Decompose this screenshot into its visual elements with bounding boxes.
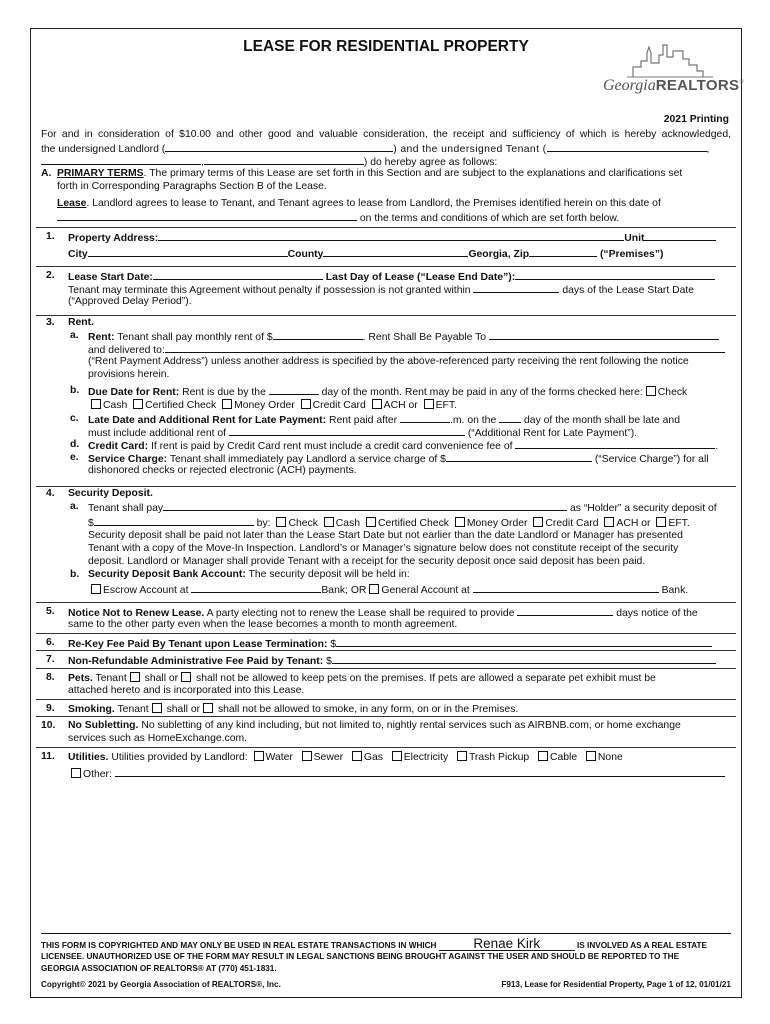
deposit-cash-checkbox[interactable] bbox=[324, 517, 334, 527]
printing-year: 2021 Printing bbox=[663, 114, 729, 125]
county-field[interactable] bbox=[323, 247, 468, 257]
deposit-eft-checkbox[interactable] bbox=[656, 517, 666, 527]
certified-check-checkbox[interactable] bbox=[133, 399, 143, 409]
paragraph-6: 6. Re-Key Fee Paid By Tenant upon Lease Termination: $ bbox=[36, 633, 736, 650]
licensee-signature: Renae Kirk bbox=[473, 936, 541, 951]
holder-field[interactable] bbox=[163, 501, 567, 511]
property-address-field[interactable] bbox=[158, 231, 624, 241]
lease-end-date-field[interactable] bbox=[515, 270, 715, 280]
deposit-check-checkbox[interactable] bbox=[276, 517, 286, 527]
deposit-money-order-checkbox[interactable] bbox=[455, 517, 465, 527]
footer-rule bbox=[41, 933, 731, 934]
gas-checkbox[interactable] bbox=[352, 751, 362, 761]
intro-line-2: the undersigned Landlord ( ) and the undersigned Tenant ( , bbox=[41, 144, 710, 155]
tenant-name-field-3[interactable] bbox=[204, 155, 364, 165]
deposit-certified-checkbox[interactable] bbox=[366, 517, 376, 527]
paragraph-7: 7. Non-Refundable Administrative Fee Paid by Tenant: $ bbox=[36, 650, 736, 668]
landlord-name-field[interactable] bbox=[165, 142, 393, 152]
other-utility-field[interactable] bbox=[115, 767, 725, 777]
georgia-realtors-logo bbox=[603, 43, 744, 103]
deposit-ach-checkbox[interactable] bbox=[604, 517, 614, 527]
eft-checkbox[interactable] bbox=[424, 399, 434, 409]
check-checkbox[interactable] bbox=[646, 386, 656, 396]
tenant-name-field[interactable] bbox=[547, 142, 707, 152]
footer-notice-2: LICENSEE. UNAUTHORIZED USE OF THE FORM MAY RESULT IN LEGAL SANCTIONS BEING BROUGHT AGAINST THE USER AND SHOULD BE REPORTED TO THE bbox=[41, 952, 680, 961]
lease-form-page bbox=[30, 28, 742, 998]
due-day-field[interactable] bbox=[269, 385, 319, 395]
paragraph-2: 2. Lease Start Date: Last Day of Lease (“Lease End Date”): Tenant may terminate this Agreement without penalty if possession is not granted within days of the Lease Start Date (“Approved Delay Period”). bbox=[36, 266, 736, 315]
zip-field[interactable] bbox=[529, 247, 597, 257]
lease-clause: Lease. Landlord agrees to lease to Tenant, and Tenant agrees to lease from Landlord, the Premises identified herein on this date of bbox=[57, 198, 661, 209]
paragraph-10: 10. No Subletting. No subletting of any kind including, but not limited to, nightly rental services such as AIRBNB.com, or home exchange services such as HomeExchange.com. bbox=[36, 716, 736, 747]
sewer-checkbox[interactable] bbox=[302, 751, 312, 761]
section-a-text: PRIMARY TERMS. The primary terms of this Lease are set forth in this Section and are subject to the explanations and clarifications set bbox=[57, 168, 683, 179]
rekey-fee-field[interactable] bbox=[336, 637, 712, 647]
escrow-account-checkbox[interactable] bbox=[91, 584, 101, 594]
delay-days-field[interactable] bbox=[473, 283, 559, 293]
intro-line-3: , ) do hereby agree as follows: bbox=[41, 155, 731, 168]
logo-text: GeorgiaREALTORS® bbox=[603, 77, 744, 94]
paragraph-1: 1. Property Address: Unit City County Georgia, Zip (“Premises”) bbox=[36, 227, 736, 266]
paragraph-5: 5. Notice Not to Renew Lease. A party electing not to renew the Lease shall be required to provide days notice of the same to the other party even when the lease becomes a month to month agreement. bbox=[36, 602, 736, 633]
paragraph-4: 4. Security Deposit. a. Tenant shall pay as “Holder” a security deposit of $ by: Check Cash Certified Check Money Order Credit Card ACH or EFT. Security deposit shall be paid not later than the Lease Start Date but not earlier than the date Landlord or Manager has presented Tenant with a copy of the Move-In Inspection. Landlord’s or Manager’s signature below does not constitute receipt of the security deposit. Landlord or Manager shall provide Tenant with a receipt for the security deposit once said deposit has been paid. b. Security Deposit Bank Account: The security deposit will be held in: Escrow Account at Bank; OR General Account at Bank. bbox=[36, 486, 736, 602]
none-checkbox[interactable] bbox=[586, 751, 596, 761]
deposit-credit-card-checkbox[interactable] bbox=[533, 517, 543, 527]
rent-delivery-field[interactable] bbox=[165, 343, 725, 353]
escrow-bank-field[interactable] bbox=[191, 583, 321, 593]
card-fee-field[interactable] bbox=[515, 439, 715, 449]
deposit-amount-field[interactable] bbox=[94, 516, 254, 526]
lease-clause-2: on the terms and conditions of which are set forth below. bbox=[57, 211, 619, 224]
paragraph-3: 3. Rent. a. Rent: Tenant shall pay monthly rent of $ . Rent Shall Be Payable To and delivered to: (“Rent Payment Address”) unless another address is specified by the above-referenced party receiving the rent following the notice provisions herein. b. Due Date for Rent: Rent is due by the day of the month. Rent may be paid in any of the forms checked here: Check Cash Certified Check Money Order Credit Card ACH or EFT. c. Late Date and Additional Rent for Late Payment: Rent paid after .m. on the day of the month shall be late and must include additional rent of (“Additional Rent for Late Payment”). d. Credit Card: If rent is paid by Credit Card rent must include a credit card convenience fee of . e. Service Charge: Tenant shall immediately pay Landlord a service charge of $ (“Service Charge”) for all dishonored checks or rejected electronic (ACH) payments. bbox=[36, 315, 736, 486]
monthly-rent-field[interactable] bbox=[273, 330, 363, 340]
skyline-icon bbox=[603, 43, 731, 79]
lease-date-field[interactable] bbox=[57, 211, 357, 221]
credit-card-checkbox[interactable] bbox=[301, 399, 311, 409]
rent-payable-to-field[interactable] bbox=[489, 330, 719, 340]
late-time-field[interactable] bbox=[400, 413, 450, 423]
cash-checkbox[interactable] bbox=[91, 399, 101, 409]
late-rent-amount-field[interactable] bbox=[229, 426, 465, 436]
unit-field[interactable] bbox=[644, 231, 716, 241]
cable-checkbox[interactable] bbox=[538, 751, 548, 761]
smoking-allowed-checkbox[interactable] bbox=[152, 703, 162, 713]
other-utility-checkbox[interactable] bbox=[71, 768, 81, 778]
general-bank-field[interactable] bbox=[473, 583, 659, 593]
section-a-label: A. bbox=[41, 168, 52, 179]
notice-days-field[interactable] bbox=[517, 606, 613, 616]
late-day-field[interactable] bbox=[499, 413, 521, 423]
pets-not-allowed-checkbox[interactable] bbox=[181, 672, 191, 682]
city-field[interactable] bbox=[88, 247, 288, 257]
lease-start-date-field[interactable] bbox=[153, 270, 323, 280]
pets-allowed-checkbox[interactable] bbox=[130, 672, 140, 682]
intro-line-1: For and in consideration of $10.00 and other good and valuable consideration, the receipt and sufficiency of which is hereby acknowledged, bbox=[41, 129, 731, 140]
copyright: Copyright© 2021 by Georgia Association of REALTORS®, Inc. bbox=[41, 980, 281, 989]
electricity-checkbox[interactable] bbox=[392, 751, 402, 761]
ach-checkbox[interactable] bbox=[372, 399, 382, 409]
paragraph-11: 11. Utilities. Utilities provided by Landlord: Water Sewer Gas Electricity Trash Pickup Cable None Other: bbox=[36, 747, 736, 788]
admin-fee-field[interactable] bbox=[332, 654, 716, 664]
trash-pickup-checkbox[interactable] bbox=[457, 751, 467, 761]
water-checkbox[interactable] bbox=[254, 751, 264, 761]
form-id: F913, Lease for Residential Property, Page 1 of 12, 01/01/21 bbox=[501, 980, 731, 989]
smoking-not-allowed-checkbox[interactable] bbox=[203, 703, 213, 713]
service-charge-field[interactable] bbox=[446, 452, 592, 462]
footer-notice-3: GEORGIA ASSOCIATION OF REALTORS® AT (770) 451-1831. bbox=[41, 964, 277, 973]
form-title: LEASE FOR RESIDENTIAL PROPERTY bbox=[243, 38, 529, 55]
paragraph-8: 8. Pets. Tenant shall or shall not be allowed to keep pets on the premises. If pets are allowed a separate pet exhibit must be attached hereto and is incorporated into this Lease. bbox=[36, 668, 736, 699]
section-a-text-2: forth in Corresponding Paragraphs Section B of the Lease. bbox=[57, 181, 327, 192]
paragraph-9: 9. Smoking. Tenant shall or shall not be allowed to smoke, in any form, on or in the Premises. bbox=[36, 699, 736, 716]
general-account-checkbox[interactable] bbox=[369, 584, 379, 594]
footer-notice-1: THIS FORM IS COPYRIGHTED AND MAY ONLY BE USED IN REAL ESTATE TRANSACTIONS IN WHICH Renae Kirk IS INVOLVED AS A REAL ESTATE bbox=[41, 936, 707, 951]
tenant-name-field-2[interactable] bbox=[41, 155, 201, 165]
money-order-checkbox[interactable] bbox=[222, 399, 232, 409]
